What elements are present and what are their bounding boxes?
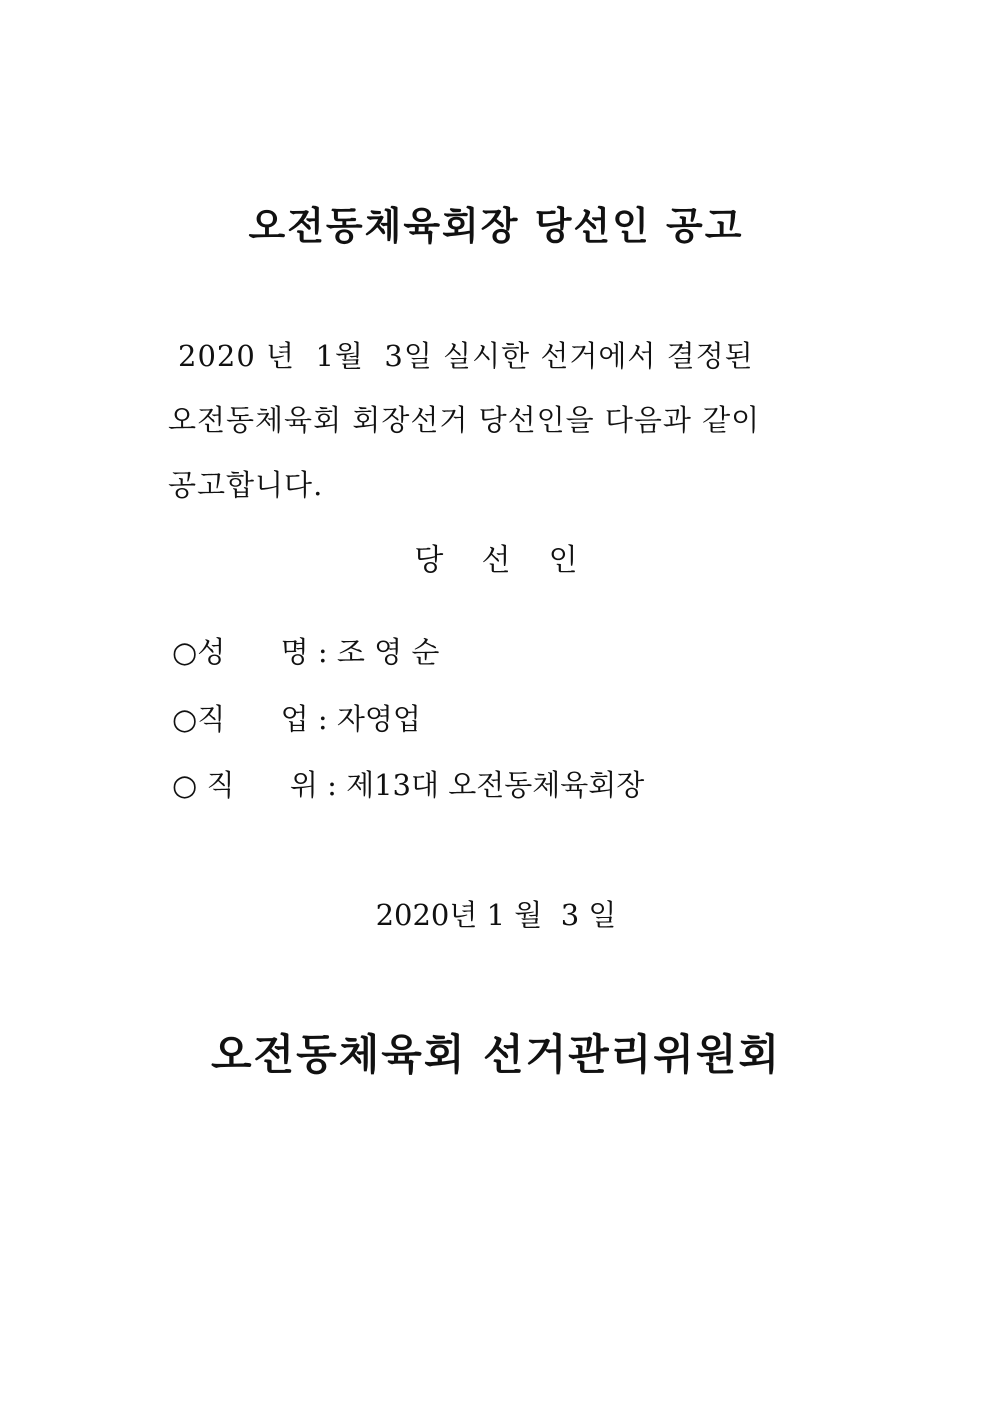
info-row-name: ○성 명 : 조 영 순 xyxy=(172,635,440,669)
body-line-1: 2020 년 1월 3일 실시한 선거에서 결정된 xyxy=(178,339,754,373)
body-line-3: 공고합니다. xyxy=(168,468,324,502)
section-heading: 당 선 인 xyxy=(414,543,578,578)
info-row-occupation: ○직 업 : 자영업 xyxy=(172,702,421,736)
info-row-position: ○ 직 위 : 제13대 오전동체육회장 xyxy=(172,768,645,802)
document-title: 오전동체육회장 당선인 공고 xyxy=(248,203,744,248)
body-line-2: 오전동체육회 회장선거 당선인을 다음과 같이 xyxy=(168,403,761,437)
announcement-date: 2020년 1 월 3 일 xyxy=(375,898,617,932)
issuing-organization: 오전동체육회 선거관리위원회 xyxy=(210,1030,782,1079)
